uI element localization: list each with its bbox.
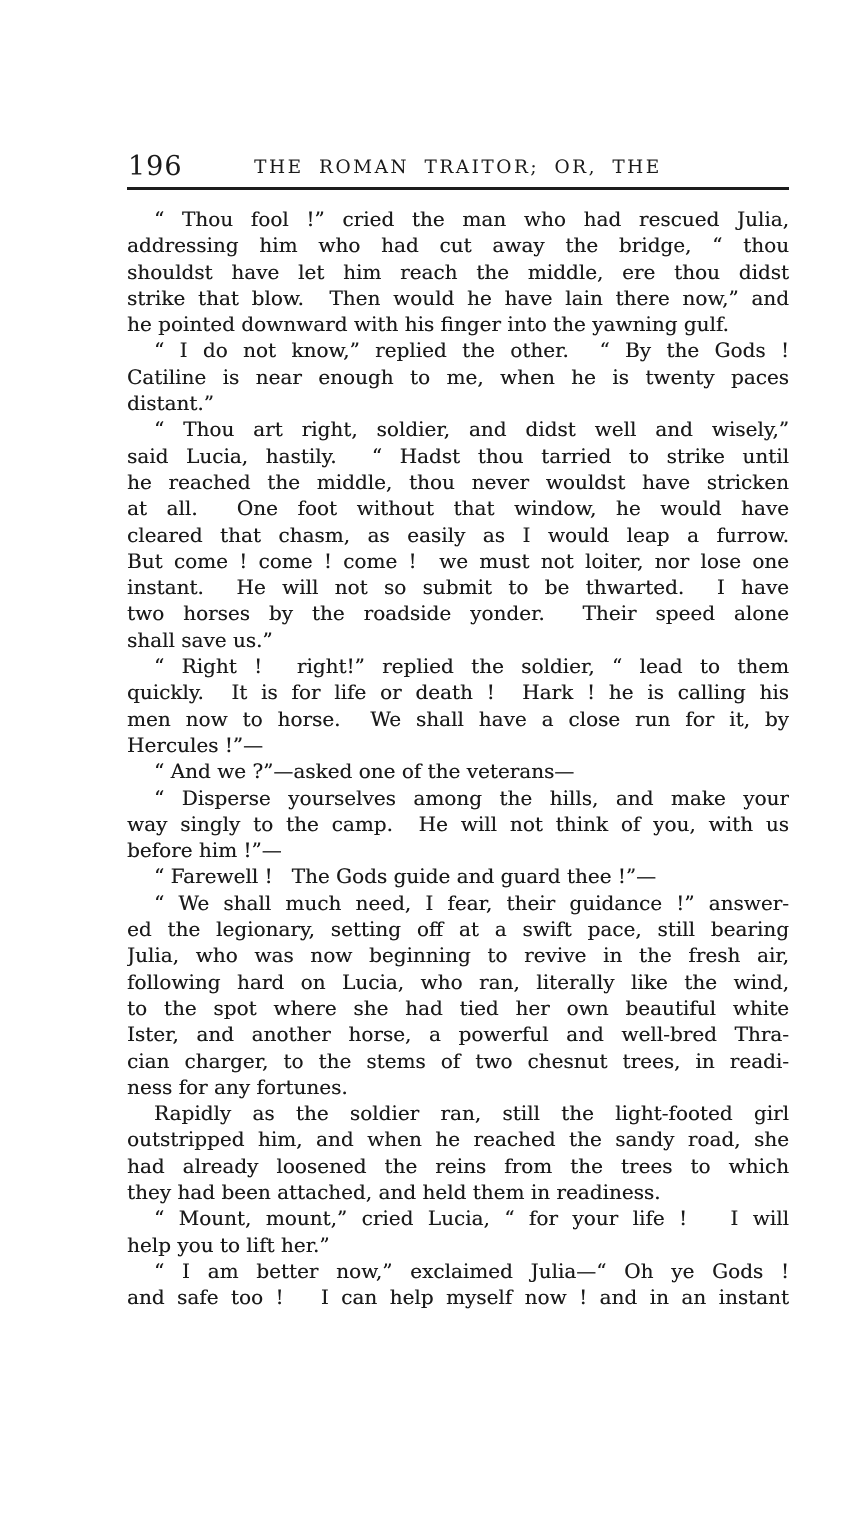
text-line: “ Mount, mount,” cried Lucia, “ for your life ! I will: [154, 1206, 789, 1231]
text-line: ness for any fortunes.: [127, 1074, 348, 1099]
text-line: at all. One foot without that window, he would have: [127, 496, 789, 521]
text-line: “ I do not know,” replied the other. “ By the Gods !: [154, 338, 789, 363]
text-line: and safe too ! I can help myself now ! and in an instant: [127, 1285, 789, 1310]
paragraph: [127, 653, 789, 758]
text-line: instant. He will not so submit to be thwarted. I have: [127, 575, 789, 600]
text-line: said Lucia, hastily. “ Hadst thou tarried to strike until: [127, 443, 789, 468]
paragraph: [127, 890, 789, 1100]
paragraph: [127, 337, 789, 416]
text-line: “ Farewell ! The Gods guide and guard thee !”—: [154, 864, 657, 889]
text-line: he reached the middle, thou never wouldst have stricken: [127, 469, 789, 494]
text-line: way singly to the camp. He will not think of you, with us: [127, 811, 789, 836]
paragraph: [127, 785, 789, 864]
running-title: THE ROMAN TRAITOR; OR, THE: [254, 157, 662, 178]
text-line: two horses by the roadside yonder. Their speed alone: [127, 601, 789, 626]
text-line: Julia, who was now beginning to revive in the fresh air,: [127, 943, 789, 968]
paragraph: [127, 416, 789, 653]
text-line: “ Thou art right, soldier, and didst well and wisely,”: [154, 417, 789, 442]
text-line: “ And we ?”—asked one of the veterans—: [154, 759, 575, 784]
text-line: addressing him who had cut away the bridge, “ thou: [127, 233, 789, 258]
paragraph: [127, 1258, 789, 1311]
text-line: Ister, and another horse, a powerful and well-bred Thra-: [127, 1022, 789, 1047]
text-line: strike that blow. Then would he have lain there now,” and: [127, 285, 789, 310]
text-line: men now to horse. We shall have a close run for it, by: [127, 706, 789, 731]
text-line: quickly. It is for life or death ! Hark ! he is calling his: [127, 680, 789, 705]
text-line: help you to lift her.”: [127, 1232, 330, 1257]
text-line: he pointed downward with his finger into the yawning gulf.: [127, 312, 729, 337]
text-line: “ Right ! right!” replied the soldier, “ lead to them: [154, 654, 789, 679]
text-line: ed the legionary, setting off at a swift pace, still bearing: [127, 917, 789, 942]
text-line: following hard on Lucia, who ran, literally like the wind,: [127, 969, 789, 994]
page-number: 196: [128, 151, 183, 182]
text-line: they had been attached, and held them in readiness.: [127, 1179, 661, 1204]
text-line: cian charger, to the stems of two chesnut trees, in readi-: [127, 1048, 789, 1073]
paragraph: [127, 1205, 789, 1258]
text-line: “ Thou fool !” cried the man who had rescued Julia,: [154, 207, 789, 231]
paragraph: [127, 863, 789, 889]
text-line: “ I am better now,” exclaimed Julia—“ Oh ye Gods !: [154, 1258, 789, 1283]
text-block: [127, 151, 789, 1310]
running-head: [127, 151, 789, 187]
text-line: “ We shall much need, I fear, their guidance !” answer-: [154, 890, 789, 915]
text-line: cleared that chasm, as easily as I would leap a furrow.: [127, 522, 789, 547]
paragraph: [127, 206, 789, 337]
text-line: Catiline is near enough to me, when he is twenty paces: [127, 364, 789, 389]
text-line: Hercules !”—: [127, 732, 264, 757]
text-line: shouldst have let him reach the middle, ere thou didst: [127, 259, 789, 284]
header-rule: [127, 187, 789, 190]
page-body: [127, 206, 789, 1310]
text-line: “ Disperse yourselves among the hills, and make your: [154, 785, 789, 810]
text-line: outstripped him, and when he reached the sandy road, she: [127, 1127, 789, 1152]
paragraph: [127, 758, 789, 784]
text-line: had already loosened the reins from the trees to which: [127, 1153, 789, 1178]
text-line: Rapidly as the soldier ran, still the light-footed girl: [154, 1101, 789, 1126]
paragraph: [127, 1100, 789, 1205]
text-line: shall save us.”: [127, 627, 273, 652]
text-line: to the spot where she had tied her own beautiful white: [127, 995, 789, 1020]
text-line: before him !”—: [127, 838, 282, 863]
text-line: But come ! come ! come ! we must not loiter, nor lose one: [127, 548, 789, 573]
text-line: distant.”: [127, 391, 214, 416]
